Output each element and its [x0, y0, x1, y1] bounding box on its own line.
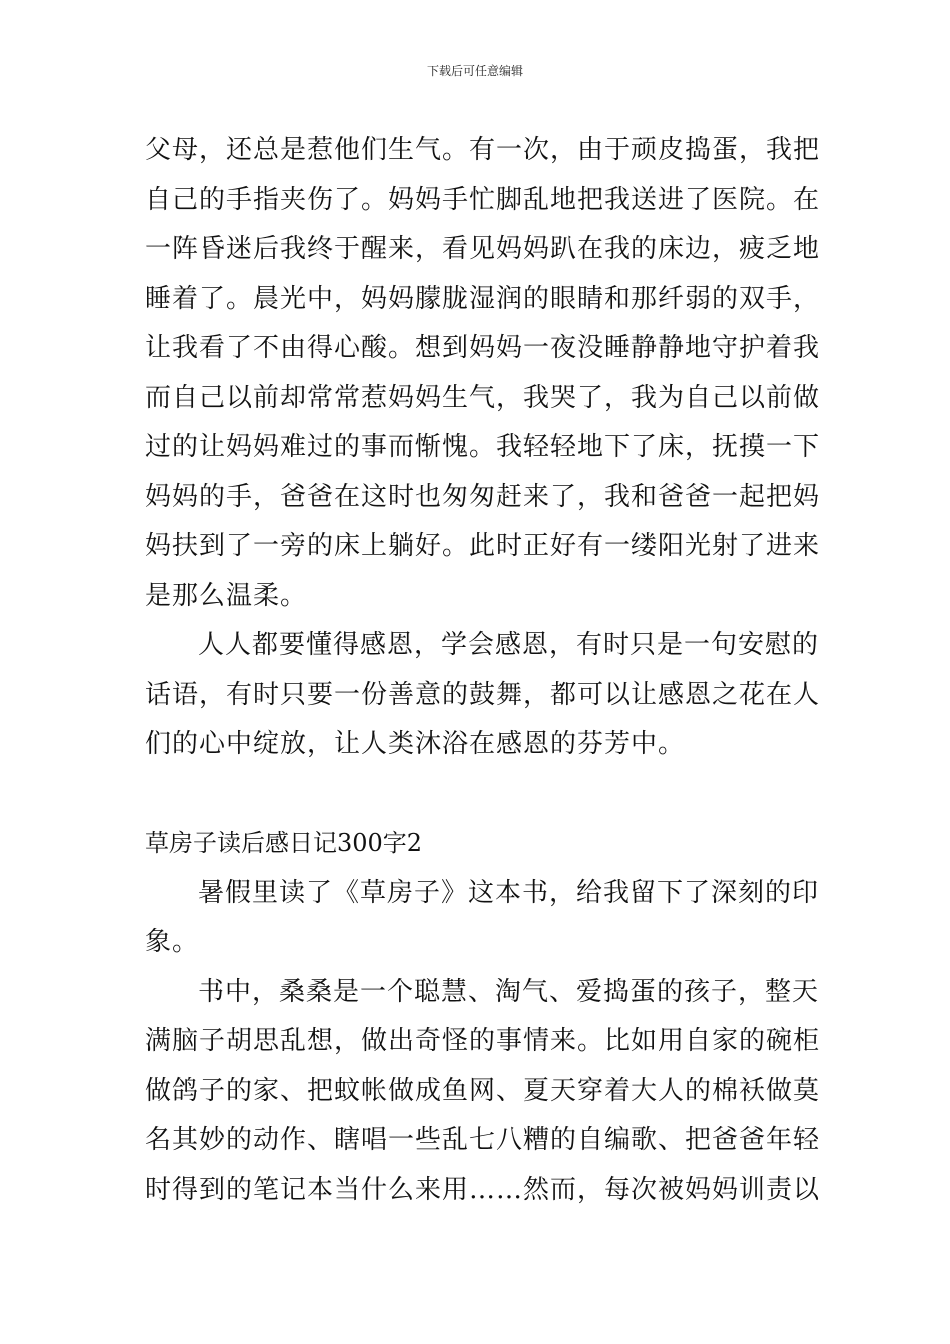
- text-line: 暑假里读了《草房子》这本书，给我留下了深刻的印: [198, 877, 820, 908]
- text-line: 做鸽子的家、把蚊帐做成鱼网、夏天穿着大人的棉袄做莫: [145, 1075, 821, 1106]
- text-line: 父母，还总是惹他们生气。有一次，由于顽皮捣蛋，我把: [145, 135, 821, 165]
- text-line: 而自己以前却常常惹妈妈生气，我哭了，我为自己以前做: [145, 382, 821, 413]
- text-line: 一阵昏迷后我终于醒来，看见妈妈趴在我的床边，疲乏地: [145, 234, 821, 264]
- text-line: 满脑子胡思乱想，做出奇怪的事情来。比如用自家的碗柜: [145, 1026, 821, 1056]
- paragraph-1: [145, 126, 821, 621]
- text-line: 过的让妈妈难过的事而惭愧。我轻轻地下了床，抚摸一下: [145, 432, 821, 462]
- text-line: 自己的手指夹伤了。妈妈手忙脚乱地把我送进了医院。在: [145, 184, 821, 215]
- page-header: 下载后可任意编辑: [426, 64, 523, 78]
- text-line: 妈扶到了一旁的床上躺好。此时正好有一缕阳光射了进来: [145, 531, 821, 561]
- text-line: 话语，有时只要一份善意的鼓舞，都可以让感恩之花在人: [145, 679, 821, 710]
- paragraph-4: [145, 968, 821, 1216]
- paragraph-spacer: [145, 770, 813, 820]
- text-line: 人人都要懂得感恩，学会感恩，有时只是一句安慰的: [198, 630, 820, 660]
- text-line: 名其妙的动作、瞎唱一些乱七八糟的自编歌、把爸爸年轻: [145, 1125, 821, 1155]
- text-line: 让我看了不由得心酸。想到妈妈一夜没睡静静地守护着我: [145, 333, 821, 363]
- paragraph-3: [145, 869, 820, 968]
- document-body: [145, 126, 821, 1215]
- section-title: 草房子读后感日记300字2: [145, 829, 423, 857]
- paragraph-2: [145, 621, 821, 770]
- text-line: 是那么温柔。: [145, 580, 308, 611]
- text-line: 妈妈的手，爸爸在这时也匆匆赶来了，我和爸爸一起把妈: [145, 481, 821, 512]
- text-line: 睡着了。晨光中，妈妈朦胧湿润的眼睛和那纤弱的双手，: [145, 283, 821, 314]
- text-line: 书中，桑桑是一个聪慧、淘气、爱捣蛋的孩子，整天: [198, 976, 820, 1007]
- text-line: 象。: [145, 927, 200, 957]
- text-line: 时得到的笔记本当什么来用……然而，每次被妈妈训责以: [145, 1174, 821, 1205]
- text-line: 们的心中绽放，让人类沐浴在感恩的芬芳中。: [145, 729, 686, 759]
